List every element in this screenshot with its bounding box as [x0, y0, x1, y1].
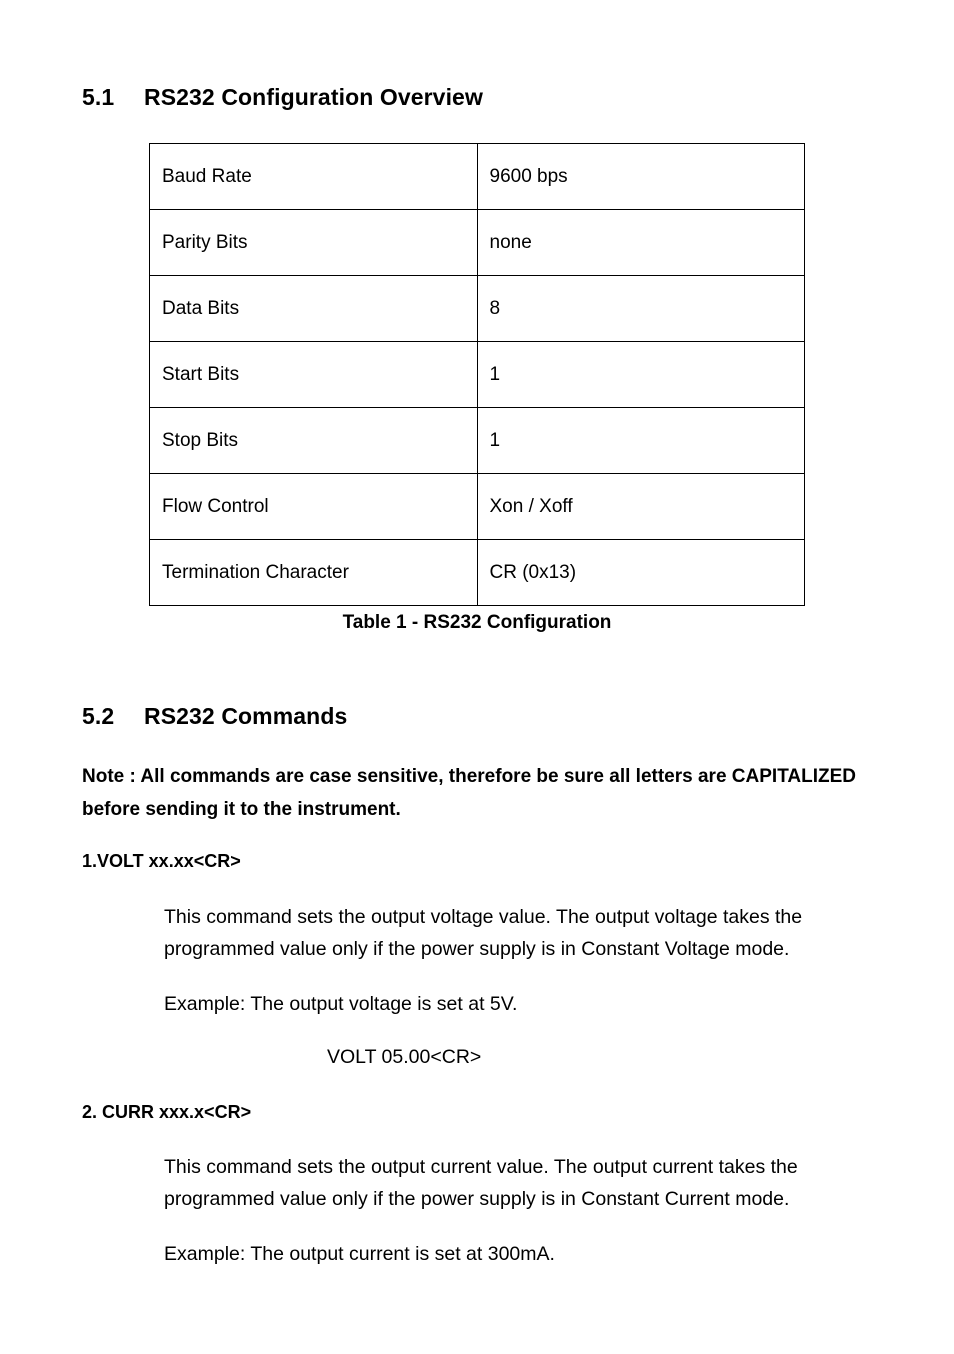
param-cell: Stop Bits — [150, 408, 478, 474]
table-row — [150, 144, 805, 210]
section-heading-5-2 — [82, 703, 347, 730]
param-cell: Start Bits — [150, 342, 478, 408]
value-cell: 8 — [477, 276, 805, 342]
table-row — [150, 342, 805, 408]
param-cell: Data Bits — [150, 276, 478, 342]
section-title: RS232 Configuration Overview — [144, 84, 483, 110]
command-heading-volt: 1.VOLT xx.xx<CR> — [82, 851, 241, 871]
section-heading-5-1 — [82, 84, 483, 111]
table-row — [150, 210, 805, 276]
section-number: 5.2 — [82, 703, 115, 729]
table-row — [150, 276, 805, 342]
rs232-config-table — [149, 143, 805, 606]
value-cell: none — [477, 210, 805, 276]
param-cell: Flow Control — [150, 474, 478, 540]
section-number: 5.1 — [82, 84, 115, 110]
table-row — [150, 474, 805, 540]
table-row — [150, 408, 805, 474]
command-heading-curr: 2. CURR xxx.x<CR> — [82, 1102, 252, 1122]
param-cell: Baud Rate — [150, 144, 478, 210]
case-sensitivity-note: Note : All commands are case sensitive, therefore be sure all letters are CAPITALIZED before sending it to the instrument. — [82, 766, 856, 820]
command-description-curr: This command sets the output current value. The output current takes the programmed value only if the power supply is in Constant Current mode. — [164, 1156, 798, 1210]
table-row — [150, 540, 805, 606]
value-cell: CR (0x13) — [477, 540, 805, 606]
value-cell: 1 — [477, 342, 805, 408]
param-cell: Parity Bits — [150, 210, 478, 276]
value-cell: 9600 bps — [477, 144, 805, 210]
section-title: RS232 Commands — [144, 703, 348, 729]
table-caption: Table 1 - RS232 Configuration — [342, 612, 612, 633]
value-cell: Xon / Xoff — [477, 474, 805, 540]
command-description-volt: This command sets the output voltage value. The output voltage takes the programmed value only if the power supply is in Constant Voltage mode. — [164, 906, 803, 960]
param-cell: Termination Character — [150, 540, 478, 606]
command-example-volt: Example: The output voltage is set at 5V. — [164, 993, 518, 1015]
command-code-volt: VOLT 05.00<CR> — [327, 1046, 482, 1068]
command-example-curr: Example: The output current is set at 300mA. — [164, 1243, 555, 1265]
value-cell: 1 — [477, 408, 805, 474]
